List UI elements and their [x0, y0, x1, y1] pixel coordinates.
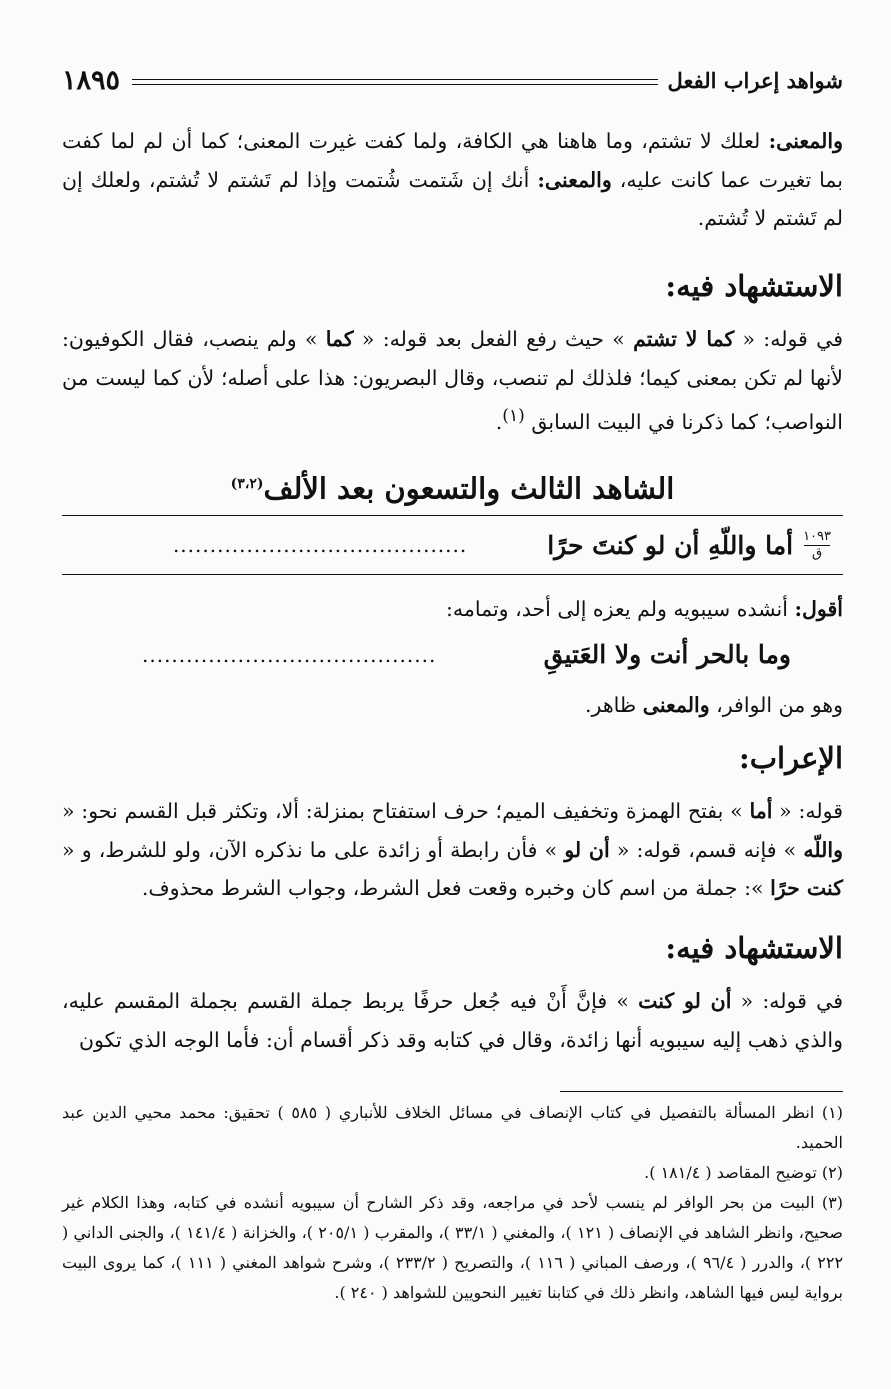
verse-box [62, 515, 843, 575]
aqul-text [62, 590, 843, 629]
footnote-2: (٢) توضيح المقاصد ( ١٨١/٤ ). [644, 1163, 843, 1182]
running-title: شواهد إعراب الفعل [667, 67, 843, 93]
section-heading: الاستشهاد فيه: [665, 269, 843, 303]
verse-first-half: أما واللّهِ أن لو كنتَ حرًا [547, 530, 794, 560]
quoted-phrase: أن لو كنت [638, 989, 732, 1013]
text-run: » فإنَّ أَنْ فيه جُعل حرفًا يربط جملة القسم بجملة المقسم عليه، والذي ذهب إليه سيبويه أنها زائدة، وقال في كتابه وقد ذكر أقسام أن: فأما الوجه الذي تكون [62, 989, 843, 1052]
section-istishhad-1 [62, 266, 843, 306]
meaning-text-1: لعلك لا تشتم، وما هاهنا هي الكافة، ولما كفت غيرت المعنى؛ كما أن لم لما كفت بما تغيرت عما كانت عليه، [62, 129, 843, 192]
text-run: ظاهر. [585, 693, 643, 717]
running-header [62, 60, 843, 100]
quoted-phrase: كما [325, 327, 354, 351]
meaning-label: والمعنى: [768, 129, 843, 153]
verse-second-half: وما بالحر أنت ولا العَتيقِ [543, 640, 791, 669]
section-irab [62, 738, 843, 778]
paragraph-istishhad-1 [62, 320, 843, 441]
verse-number [803, 530, 831, 561]
text-run: قوله: « [772, 799, 844, 823]
footnote-ref: (١) [502, 406, 525, 426]
meter-text [62, 686, 843, 725]
paragraph-irab [62, 792, 843, 908]
footnote-rule [560, 1091, 843, 1092]
meaning-label-2: والمعنى: [537, 167, 612, 192]
section-heading: الاستشهاد فيه: [665, 931, 843, 965]
meaning-label: والمعنى [642, 693, 710, 717]
text-run: في قوله: « [731, 989, 843, 1013]
text-run: » فأن رابطة أو زائدة على ما نذكره الآن، ولو للشرط، و « [62, 837, 565, 862]
paragraph-aqul [62, 590, 843, 629]
quoted-phrase: أن لو [564, 837, 610, 862]
meaning-text-2: أنك إن شَتمت شُتمت وإذا لم تَشتم لا تُشتم، ولعلك إن لم تَشتم لا تُشتم. [62, 167, 843, 230]
quoted-phrase: واللّه [803, 837, 843, 862]
verse-second-dots: ........................................ [142, 642, 437, 667]
meaning-text [62, 122, 843, 238]
verse-letter: ق [811, 545, 823, 561]
verse-dots: ........................................ [172, 533, 468, 557]
paragraph-istishhad-2 [62, 982, 843, 1059]
text-run: » بفتح الهمزة وتخفيف الميم؛ حرف استفتاح بمنزلة: ألا، وتكثر قبل القسم نحو: « [62, 799, 750, 823]
verse-number-value: ١٠٩٣ [803, 528, 831, 544]
istishhad-text [62, 982, 843, 1059]
text-run: وهو من الوافر، [709, 693, 843, 717]
verse-second-line [62, 640, 843, 669]
text-run: في قوله: « [734, 327, 843, 351]
aqul-label: أقول: [794, 597, 843, 621]
quoted-phrase: أما [749, 799, 773, 823]
footnotes [62, 1098, 843, 1308]
text-run: . [495, 409, 503, 434]
istishhad-text [62, 320, 843, 441]
text-run: »: جملة من اسم كان وخبره وقعت فعل الشرط، وجواب الشرط محذوف. [141, 876, 771, 900]
section-istishhad-2 [62, 928, 843, 968]
text-run: » حيث رفع الفعل بعد قوله: « [353, 327, 634, 351]
footnote-1: (١) انظر المسألة بالتفصيل في كتاب الإنصاف في مسائل الخلاف للأنباري ( ٥٨٥ ) تحقيق: محمد محيي الدين عبد الحميد. [62, 1103, 844, 1152]
shahid-title [62, 462, 843, 511]
footnote-3: (٣) البيت من بحر الوافر لم ينسب لأحد في مراجعه، وقد ذكر الشارح أن سيبويه أنشده في كتابه، وهذا الكلام غير صحيح، وانظر الشاهد في الإنصاف ( ١٢١ )، والمغني ( ٣٣/١ )، والمقرب ( ٢٠٥/١ )، والخزانة ( ١٤١/٤ )، والجنى الداني ( ٢٢٢ )، والدرر ( ٩٦/٤ )، ورصف المباني ( ١١٦ )، والتصريح ( ٢٣٣/٢ )، وشرح شواهد المغني ( ١١١ )، كما يروى البيت برواية ليس فيها الشاهد، وانظر ذلك في كتابنا تغيير النحويين للشواهد ( ٢٤٠ ). [62, 1193, 844, 1302]
quoted-phrase: كما لا تشتم [633, 327, 735, 351]
text-run: أنشده سيبويه ولم يعزه إلى أحد، وتمامه: [446, 597, 795, 621]
shahid-title-text: الشاهد الثالث والتسعون بعد الألف [263, 471, 675, 506]
paragraph-meaning [62, 122, 843, 238]
section-heading: الإعراب: [739, 741, 843, 775]
header-rule [132, 79, 658, 85]
text-run: » ولم ينصب، فقال الكوفيون: لأنها لم تكن بمعنى كيما؛ فلذلك لم تنصب، وقال البصريون: هذا على أصله؛ لأن كما ليست من النواصب؛ كما ذكرنا في البيت السابق [62, 327, 843, 434]
text-run: » فإنه قسم، قوله: « [609, 837, 804, 862]
paragraph-meter [62, 686, 843, 725]
irab-text [62, 792, 843, 908]
quoted-phrase: كنت حرًا [770, 876, 843, 900]
page-number: ١٨٩٥ [62, 64, 121, 96]
footnote-ref: (٣،٢) [230, 476, 264, 492]
